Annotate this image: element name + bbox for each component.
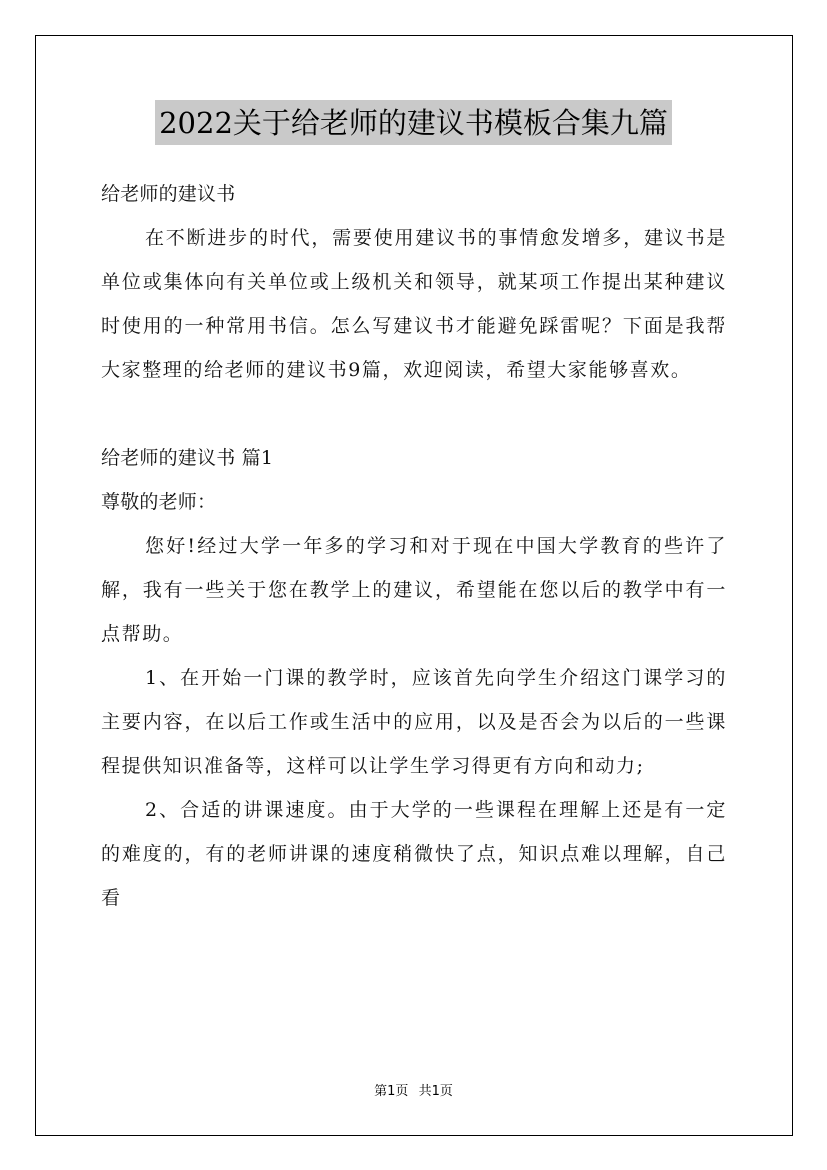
page-number: 第1页 bbox=[374, 1084, 409, 1099]
document-title: 2022关于给老师的建议书模板合集九篇 bbox=[155, 100, 672, 145]
intro-paragraph: 在不断进步的时代，需要使用建议书的事情愈发增多，建议书是单位或集体向有关单位或上级机关和领导，就某项工作提出某种建议时使用的一种常用书信。怎么写建议书才能避免踩雷呢？下面是我帮大家整理的给老师的建议书9篇，欢迎阅读，希望大家能够喜欢。 bbox=[101, 227, 727, 381]
document-body bbox=[101, 172, 727, 920]
section-spacer bbox=[101, 392, 727, 436]
body-paragraph-1: 您好!经过大学一年多的学习和对于现在中国大学教育的些许了解，我有一些关于您在教学上的建议，希望能在您以后的教学中有一点帮助。 bbox=[101, 535, 727, 645]
body-paragraph-3: 2、合适的讲课速度。由于大学的一些课程在理解上还是有一定的难度的，有的老师讲课的速度稍微快了点，知识点难以理解，自己看 bbox=[101, 799, 727, 909]
section-heading: 给老师的建议书 篇1 bbox=[101, 447, 274, 469]
title-container bbox=[0, 100, 827, 145]
page-footer bbox=[0, 1083, 827, 1101]
salutation: 尊敬的老师： bbox=[101, 491, 217, 513]
page-total: 共1页 bbox=[418, 1084, 453, 1099]
intro-heading: 给老师的建议书 bbox=[101, 183, 236, 205]
body-paragraph-2: 1、在开始一门课的教学时，应该首先向学生介绍这门课学习的主要内容，在以后工作或生活中的应用，以及是否会为以后的一些课程提供知识准备等，这样可以让学生学习得更有方向和动力; bbox=[101, 667, 727, 777]
